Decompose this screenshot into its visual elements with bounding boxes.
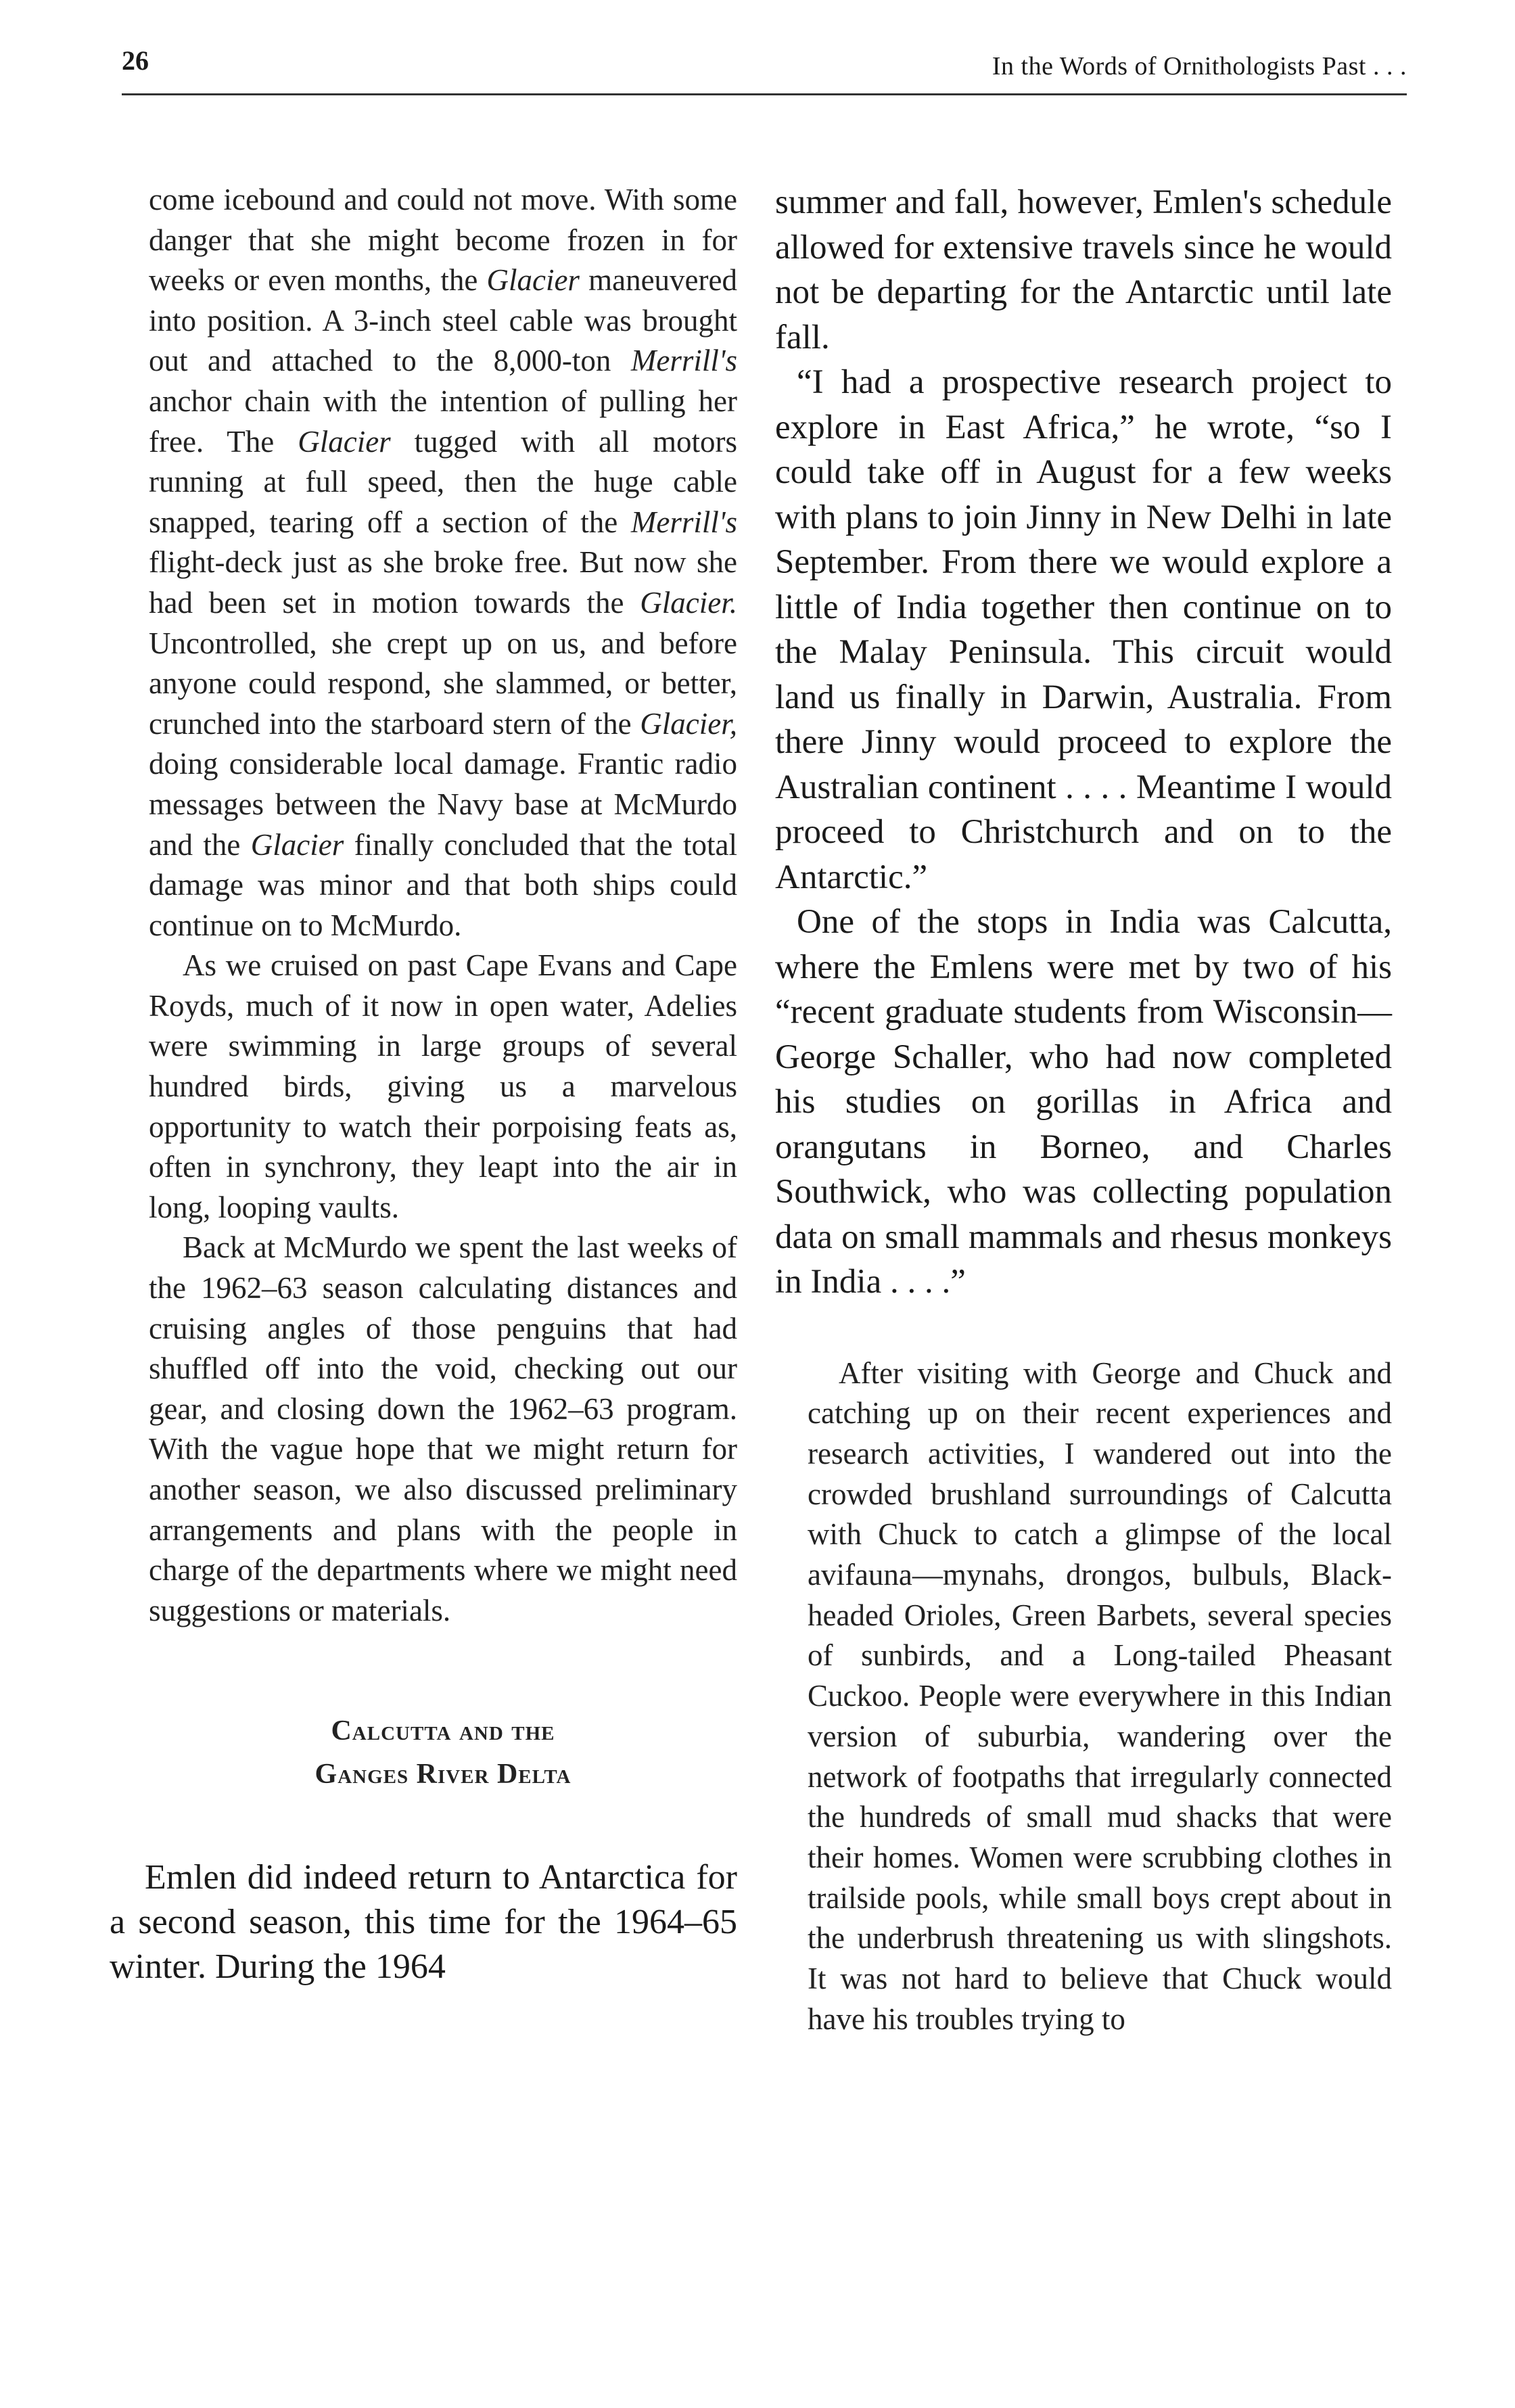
paragraph-research-project: “I had a prospective research project to explore in East Africa,” he wrote, “so I could take off in August for a few weeks with plans to join Jinny in New Delhi in late September. From there we would explore a little of India together then continue on to the Malay Peninsula. This circuit would land us finally in Darwin, Australia. From there Jinny would proceed to explore the Australian continent . . . . Meantime I would proceed to Christchurch and on to the Antarctic.” — [775, 363, 1392, 896]
right-column — [775, 180, 1392, 2039]
page-number: 26 — [122, 45, 149, 76]
section-heading-line-2: Ganges River Delta — [314, 1759, 572, 1790]
paragraph-emlen-return: Emlen did indeed return to Antarctica for a second season, this time for the 1964–65 winter. During the 1964 — [110, 1858, 737, 1987]
running-head: In the Words of Ornithologists Past . . . — [992, 52, 1407, 80]
paragraph-back-at-mcmurdo: Back at McMurdo we spent the last weeks of the 1962–63 season calculating distances and cruising angles of those penguins that had shuffled off into the void, checking out our gear, and closing down the 1962–63 program. With the vague hope that we might return for another season, we also discussed preliminary arrangements and plans with the people in charge of the departments where we might need suggestions or materials. — [149, 1230, 737, 1627]
paragraph-glacier-incident: come icebound and could not move. With some danger that she might become frozen in for weeks or even months, the Glacier maneuvered into position. A 3-inch steel cable was brought out and attached to the 8,000-ton Merrill's anchor chain with the intention of pulling her free. The Glacier tugged with all motors running at full speed, then the huge cable snapped, tearing off a section of the Merrill's flight-deck just as she broke free. But now she had been set in motion towards the Glacier. Uncontrolled, she crept up on us, and before anyone could respond, she slammed, or better, crunched into the starboard stern of the Glacier, doing considerable local damage. Frantic radio messages between the Navy base at McMurdo and the Glacier finally concluded that the total damage was minor and that both ships could continue on to McMurdo. — [149, 183, 738, 942]
section-heading-line-1: Calcutta and the — [331, 1715, 555, 1747]
section-heading — [149, 1709, 737, 1796]
paragraph-summer-fall: summer and fall, however, Emlen's schedule allowed for extensive travels since he would not be departing for the Antarctic until late fall. — [775, 183, 1392, 356]
page-header — [122, 42, 1407, 95]
paragraph-calcutta-stop: One of the stops in India was Calcutta, where the Emlens were met by two of his “recent graduate students from Wisconsin—George Schaller, who had now completed his studies on gorillas in Africa and orangutans in Borneo, and Charles Southwick, who was collecting population data on small mammals and rhesus monkeys in India . . . .” — [775, 903, 1392, 1301]
paragraph-visiting-chuck: After visiting with George and Chuck and catching up on their recent experiences and research activities, I wandered out into the crowded brushland surroundings of Calcutta with Chuck to catch a glimpse of the local avifauna—mynahs, drongos, bulbuls, Black-headed Orioles, Green Barbets, several species of sunbirds, and a Long-tailed Pheasant Cuckoo. People were everywhere in this Indian version of suburbia, wandering over the network of footpaths that irregularly connected the hundreds of small mud shacks that were their homes. Women were scrubbing clothes in trailside pools, while small boys crept about in the underbrush threatening us with slingshots. It was not hard to believe that Chuck would have his troubles trying to — [808, 1356, 1392, 2036]
left-column — [110, 180, 738, 1989]
paragraph-cape-evans: As we cruised on past Cape Evans and Cape Royds, much of it now in open water, Adelies were swimming in large groups of several hundred birds, giving us a marvelous opportunity to watch their porpoising feats as, often in synchrony, they leapt into the air in long, looping vaults. — [149, 948, 737, 1224]
